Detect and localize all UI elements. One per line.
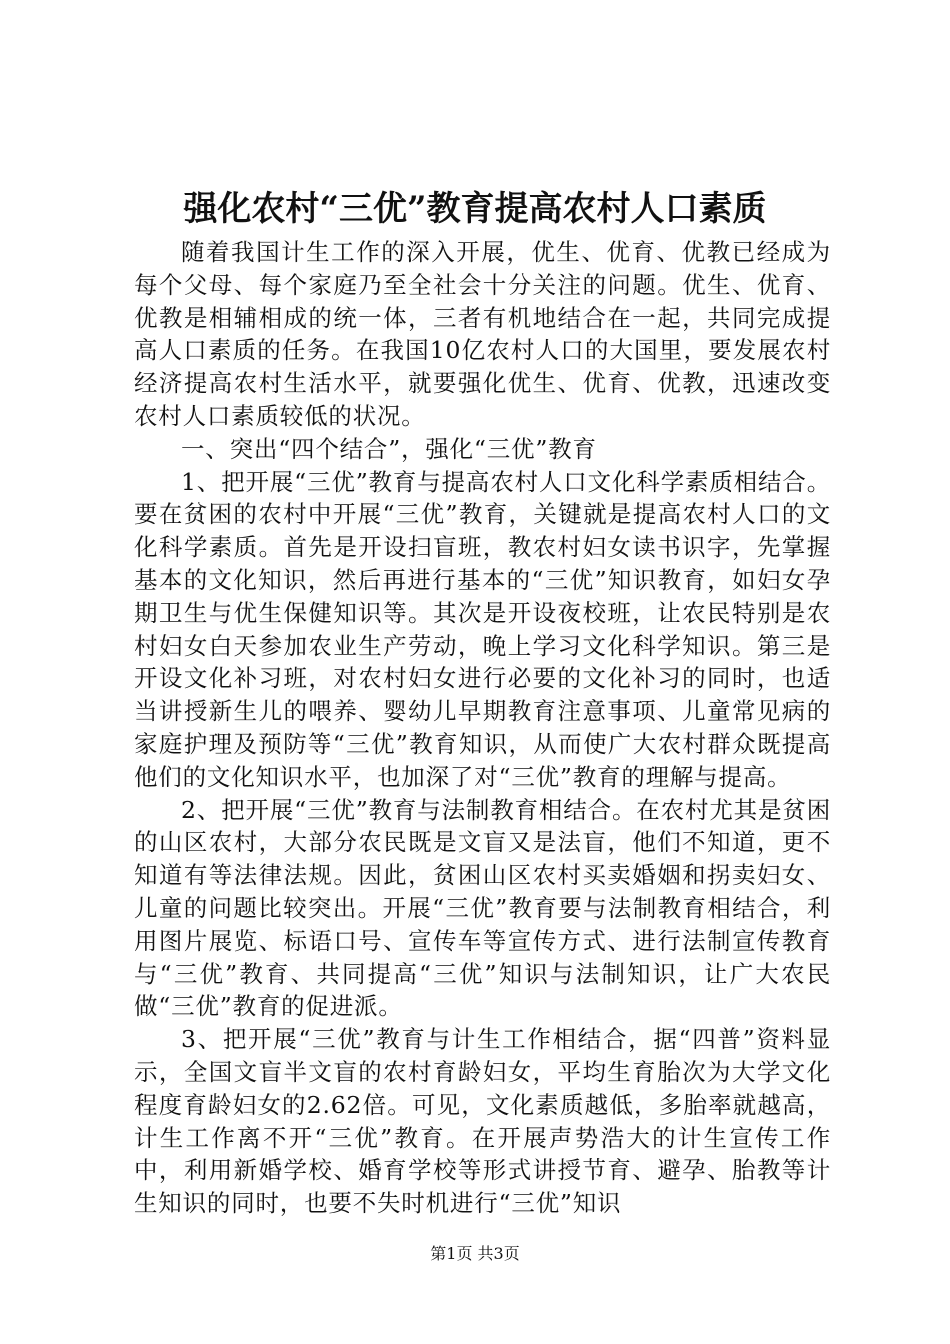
- page-number-footer: 第1页 共3页: [430, 1244, 520, 1263]
- paragraph-point-3: 3、把开展“三优”教育与计生工作相结合，据“四普”资料显示，全国文盲半文盲的农村育龄妇女，平均生育胎次为大学文化程度育龄妇女的2.62倍。可见，文化素质越低，多胎率就越高，计生工作离不开“三优”教育。在开展声势浩大的计生宣传工作中，利用新婚学校、婚育学校等形式讲授节育、避孕、胎教等计生知识的同时，也要不失时机进行“三优”知识: [134, 1025, 831, 1218]
- section-heading: 一、突出“四个结合”，强化“三优”教育: [181, 434, 597, 463]
- intro-paragraph: 随着我国计生工作的深入开展，优生、优育、优教已经成为每个父母、每个家庭乃至全社会十分关注的问题。优生、优育、优教是相辅相成的统一体，三者有机地结合在一起，共同完成提高人口素质的任务。在我国10亿农村人口的大国里，要发展农村经济提高农村生活水平，就要强化优生、优育、优教，迅速改变农村人口素质较低的状况。: [134, 238, 831, 430]
- paragraph-point-2: 2、把开展“三优”教育与法制教育相结合。在农村尤其是贫困的山区农村，大部分农民既是文盲又是法盲，他们不知道，更不知道有等法律法规。因此，贫困山区农村买卖婚姻和拐卖妇女、儿童的问题比较突出。开展“三优”教育要与法制教育相结合，利用图片展览、标语口号、宣传车等宣传方式、进行法制宣传教育与“三优”教育、共同提高“三优”知识与法制知识，让广大农民做“三优”教育的促进派。: [134, 795, 831, 1021]
- paragraph-point-1: 1、把开展“三优”教育与提高农村人口文化科学素质相结合。要在贫困的农村中开展“三优”教育，关键就是提高农村人口的文化科学素质。首先是开设扫盲班，教农村妇女读书识字，先掌握基本的文化知识，然后再进行基本的“三优”知识教育，如妇女孕期卫生与优生保健知识等。其次是开设夜校班，让农民特别是农村妇女白天参加农业生产劳动，晚上学习文化科学知识。第三是开设文化补习班，对农村妇女进行必要的文化补习的同时，也适当讲授新生儿的喂养、婴幼儿早期教育注意事项、儿童常见病的家庭护理及预防等“三优”教育知识，从而使广大农村群众既提高他们的文化知识水平，也加深了对“三优”教育的理解与提高。: [134, 467, 831, 791]
- document-body: [134, 236, 831, 1220]
- document-title: 强化农村“三优”教育提高农村人口素质: [183, 189, 767, 229]
